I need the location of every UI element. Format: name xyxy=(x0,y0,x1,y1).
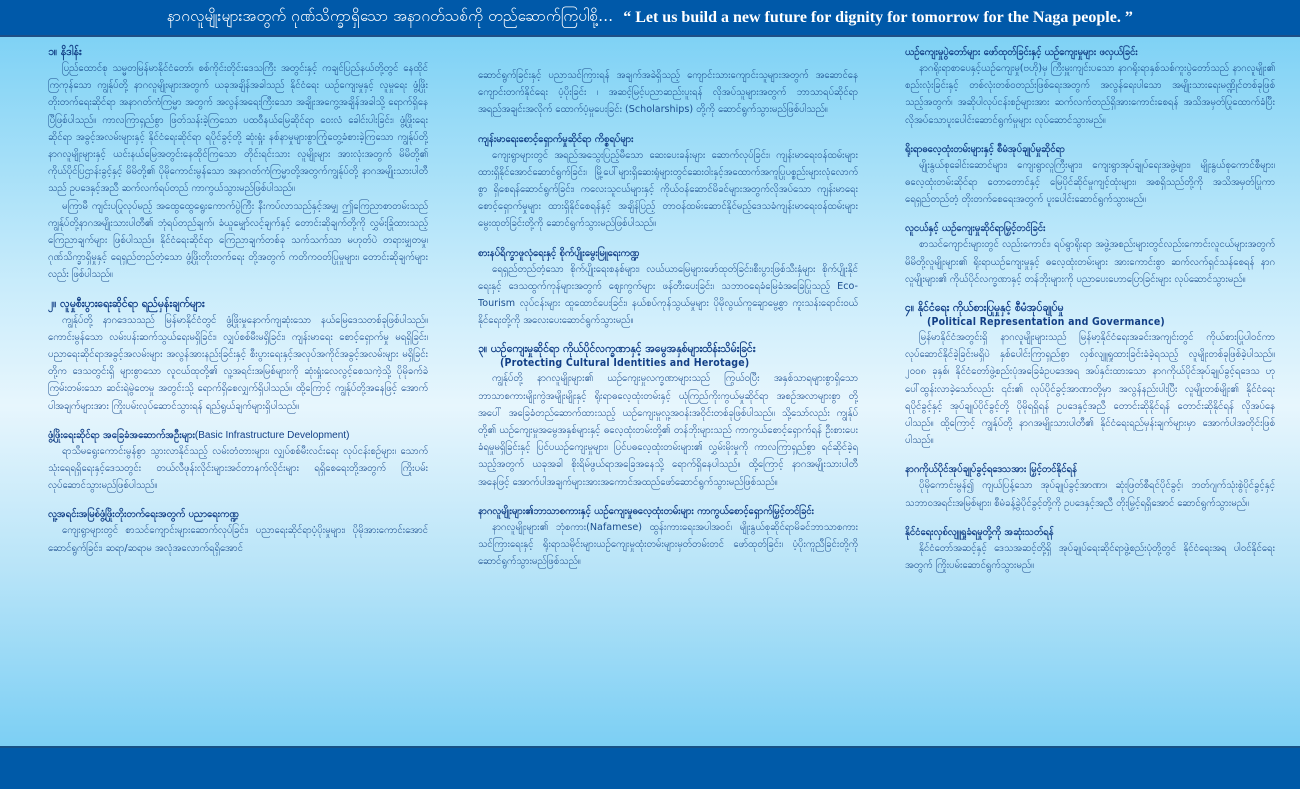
section-education xyxy=(48,507,428,556)
section-heading: ကျန်းမာရေးစောင့်ရှောက်မှုဆိုင်ရာ ကိစ္စရပ်များ xyxy=(478,133,634,145)
section-culture xyxy=(478,342,858,490)
paragraph: မျိုးနွယ်စုခေါင်းဆောင်များ၊ ကျေးရွာလူကြီးများ၊ ကျေးရွာအုပ်ချုပ်ရေးအဖွဲ့များ၊ မျိုးနွယ်စုကောင်စီများ၊ ဓလေ့ထုံးတမ်းဆိုင်ရာ တောတောင်နှင့် မြေပိုင်ဆိုင်မှုကျင့်ထုံးများ၊ အစရှိသည်တို့ကို အသိအမှတ်ပြုကာ ရေရှည်တည်တံ့ တိုးတက်စေရေးအတွက် ပူးပေါင်းဆောင်ရွက်သွားမည်။ xyxy=(905,159,1275,206)
section-heading: ၃။ ယဉ်ကျေးမှုဆိုင်ရာ ကိုယ်ပိုင်လက္ခဏာနှင့် အမွေအနှစ်များထိန်းသိမ်းခြင်း xyxy=(478,343,756,356)
section-festivals xyxy=(905,45,1275,129)
section-socio-economic xyxy=(48,297,428,415)
section-subheading-english: (Political Representation and Govermance) xyxy=(927,316,1165,329)
paragraph: နာဂလူမျိုးများ၏ ဘုံစကား(Nafamese) ထွန်းကားရေးအပါအဝင်၊ မျိုးနွယ်စုဆိုင်ရာမိခင်ဘာသာစကားသင်ကြားရေးနှင့် ရိုးရာသမိုင်းများယဉ်ကျေးမှုထုံးတမ်းများမှတ်တမ်းတင် ဖော်ထုတ်ခြင်း၊ ပံ့ပိုးကူညီခြင်းတို့ကို ဆောင်ရွက်သွားမည်ဖြစ်သည်။ xyxy=(478,521,858,568)
paragraph: ကျေးရွာများတွင် အရည်အသွေးပြည့်မီသော ဆေးပေးခန်းများ ဆောက်လုပ်ခြင်း၊ ကျန်းမာရေးဝန်ထမ်းများ ထားရှိနိုင်အောင်ဆောင်ရွက်ခြင်း၊ မြို့ပေါ်များရှိဆေးရုံများတွင်ဆေးဝါးနှင့်အထောက်အကူပြုပစ္စည်းများလုံလောက်စွာ ရှိစေရန်ဆောင်ရွက်ခြင်း၊ ကလေးသူငယ်များနှင့် ကိုယ်ဝန်ဆောင်မိခင်များအတွက်လိုအပ်သော ကျန်းမာရေး စောင့်ရှောက်မှုများ ထားရှိနိုင်စေရန်နှင့် အချိန်ပြည့် တာဝန်ထမ်းဆောင်နိုင်မည့်ဒေသခံကျန်းမာရေးဝန်ထမ်းများ မွေးထုတ်ခြင်းတို့ကို ဆောင်ရွက်သွားမည်ဖြစ်ပါသည်။ xyxy=(478,149,858,230)
heading-burmese: ဖွံ့ဖြိုးရေးဆိုင်ရာ အခြေခံအဆောက်အဦးများ xyxy=(48,429,195,441)
banner-burmese-slogan: နာဂလူမျိုးများအတွက် ဂုဏ်သိက္ခာရှိသော အနာဂတ်သစ်ကို တည်ဆောက်ကြပါစို့... xyxy=(167,6,614,25)
section-customary xyxy=(905,142,1275,209)
paragraph: ကျေးရွာများတွင် စာသင်ကျောင်းများဆောက်လုပ်ခြင်း၊ ပညာရေးဆိုင်ရာပံ့ပိုးမှုများ၊ ပိုမိုအားကောင်းအောင်ဆောင်ရွက်ခြင်း၊ ဆရာ/ဆရာမ အလုံအလောက်ရရှိအောင် xyxy=(48,525,428,554)
paragraph: ပြည်ထောင်စု သမ္မတမြန်မာနိုင်ငံတော်၊ စစ်ကိုင်းတိုင်းဒေသကြီး အတွင်းနှင့် ကချင်ပြည်နယ်တို့တွင် နေထိုင်ကြကုန်သော ကျွန်ုပ်တို့ နာဂလူမျိုးများအတွက် ယခုအချိန်အခါသည် နိုင်ငံရေး ယဉ်ကျေးမှုနှင့် လူမှုရေး ဖွံ့ဖြိုး တိုးတက်ရေးဆိုင်ရာ အနာဂတ်ကံကြမ္မာ အတွက် အလွန်အရေးကြီးသော အချိုးအကွေ့အချိန်အခါသို့ ရောက်ရှိနေပြီဖြစ်ပါသည်။ ကာလကြာရှည်စွာ ဖြတ်သန်းခဲ့ကြသော ပထဝီနယ်မြေဆိုင်ရာ ဝေးလံ ခေါင်းပါးခြင်း၊ ဖွံ့ဖြိုးရေး ဆိုင်ရာ အခွင့်အလမ်းများနှင့် နိုင်ငံရေးဆိုင်ရာ ရပိုင်ခွင့်တို့ ဆုံးရှုံး နစ်နာမှုများစွာကြုံတွေ့ခံစားခဲ့ကြသော ကျွန်ုပ်တို့ နာဂလူမျိုးများနှင့် ယင်းနယ်မြေအတွင်းနေထိုင်ကြသော တိုင်းရင်းသား လူမျိုးများ အားလုံးအတွက် မိမိတို့၏ ကိုယ်ပိုင်ပြဌာန်းခွင့်နှင့် မိမိတို့၏ ပိုမိုကောင်းမွန်သော အနာဂတ်ကံကြမ္မာတို့အတွက်ကျွန်ုပ်တို့ နာဂအမျိုးသားပါတီသည် ဥပဒေနှင့်အညီ ဆက်လက်ရပ်တည် ကာကွယ်သွားမည်ဖြစ်ပါသည်။ xyxy=(48,63,428,195)
section-political xyxy=(905,301,1275,449)
column-left xyxy=(48,37,428,746)
heading-english: (Basic Infrastructure Development) xyxy=(194,429,350,441)
section-heading: ၁။ နိဒါန်း xyxy=(48,46,82,58)
section-heading xyxy=(48,428,428,443)
bottom-banner xyxy=(0,746,1300,789)
section-heading: လူ့အရင်းအမြစ်ဖွံ့ဖြိုးတိုးတက်ရေးအတွက် ပညာရေးကဏ္ဍ xyxy=(48,509,239,521)
section-heading: ၄။ နိုင်ငံရေး ကိုယ်စားပြုမှုနှင့် စီမံအုပ်ချုပ်မှု xyxy=(905,302,1064,315)
banner-english-slogan: “ Let us build a new future for dignity for tomorrow for the Naga people. ” xyxy=(623,8,1133,26)
paragraph: ဆောင်ရွက်ခြင်းနှင့် ပညာသင်ကြားရန် အချက်အခဲရှိသည့် ကျောင်းသားကျောင်းသူများအတွက် အဆောင်နေကျောင်းတက်နိုင်ရေး ပံ့ပိုးခြင်း ၊ အဆင့်မြင့်ပညာဆည်းပူးရန် လိုအပ်သူများအတွက် ဘာသာရပ်ဆိုင်ရာ အရည်အချင်းအလိုက် ထောက်ပံ့မှုပေးခြင်း (Scholarships) တို့ကို ဆောင်ရွက်သွားမည်ဖြစ်ပါသည်။ xyxy=(478,70,858,116)
paragraph: ကျွန်ုပ်တို့ နာဂဒေသသည် မြန်မာနိုင်ငံတွင် ဖွံ့ဖြိုးမှုနောက်ကျဆုံးသော နယ်မြေဒေသတစ်ခုဖြစ်ပါသည်။ ကောင်းမွန်သော လမ်းပန်းဆက်သွယ်ရေးမရှိခြင်း၊ လျှပ်စစ်မီးမရှိခြင်း၊ ကျန်းမာရေး စောင့်ရှောက်မှု မရရှိခြင်း၊ ပညာရေးဆိုင်ရာအခွင့်အလမ်းများ အလွန်အားနည်းခြင်းနှင့် စီးပွားရေးနှင့်အလုပ်အကိုင်အခွင့်အလမ်းများ မရှိခြင်းတို့က ဒေသတွင်းရှိ များစွာသော လူငယ်ထုတို့၏ လူ့အရင်းအမြစ်များကို ဆုံးရှုံးလေလွင့်စေသကဲ့သို့ ပိုမိုခက်ခဲ ကြမ်းတမ်းသော ဆင်းရဲမွဲတေမှု အတွင်းသို့ ရောက်ရှိစေလျှက်ရှိပါသည်။ ထို့ကြောင့် ကျွန်ုပ်တို့အနေဖြင့် အောက်ပါအချက်များအား ကြိုးပမ်းလုပ်ဆောင်သွားရန် ရည်ရွယ်ချက်များရှိပါသည်။ xyxy=(48,314,428,412)
paragraph: ရာသီမရွေးကောင်းမွန်စွာ သွားလာနိုင်သည့် လမ်းတံတားများ၊ လျှပ်စစ်မီးလင်းရေး လုပ်ငန်းစဉ်များ၊ သောက်သုံးရေရရှိရေးနှင့်ဒေသတွင်း တယ်လီဖုန်းလိုင်းများအင်တာနက်လိုင်းများ ရရှိစေရေးတို့အတွက် ကြိုးပမ်း လုပ်ဆောင်သွားမည်ဖြစ်ပါသည်။ xyxy=(48,445,428,492)
column-middle xyxy=(478,37,858,746)
section-youth xyxy=(905,221,1275,288)
manifesto-panel xyxy=(0,37,1300,746)
section-heading: ၂။ လူမှုစီးပွားရေးဆိုင်ရာ ရည်မှန်းချက်များ xyxy=(48,297,205,310)
column-right xyxy=(905,37,1275,746)
section-heading: နာဂလူမျိုးများ၏ဘာသာစကားနှင့် ယဉ်ကျေးမှုဓလေ့ထုံးတမ်းများ ကာကွယ်စောင့်ရှောက်မြှင့်တင်ခြင်း xyxy=(478,505,814,517)
section-participation xyxy=(905,525,1275,574)
paragraph: မြန်မာနိုင်ငံအတွင်းရှိ နာဂလူမျိုးများသည် မြန်မာ့နိုင်ငံရေးအခင်းအကျင်းတွင် ကိုယ်စားပြုပါဝင်ကာ လုပ်ဆောင်နိုင်ခဲ့ခြင်းမရှိပဲ နှစ်ပေါင်းကြာရှည်စွာ လှစ်လျူရှုထားခြင်းခံခဲ့ရသည့် လူမျိုးတစ်ခုဖြစ်ခဲ့ပါသည်။ ၂၀၀၈ ခုနှစ်၊ နိုင်ငံတော်ဖွဲ့စည်းပုံအခြေခံဥပဒေအရ အပ်နှင်းထားသော နာဂကိုယ်ပိုင်အုပ်ချုပ်ခွင့်ရဒေသ ဟု ပေါ်ထွန်းလာခဲ့သော်လည်း ၎င်း၏ လုပ်ပိုင်ခွင့်အာဏာတို့မှာ အလွန်နည်းပါးပြီး လူမျိုးတစ်မျိုး၏ နိုင်ငံရေးရပိုင်ခွင့်နှင့် အုပ်ချုပ်ပိုင်ခွင့်တို့ ပိုမိုရရှိရန် ဥပဒေနှင့်အညီ တောင်းဆိုနိုင်ရန် တောင်းဆိုနိုင်ရန် လိုအပ်နေပါသည်။ ထို့ကြောင့် ကျွန်ုပ်တို့ နာဂအမျိုးသားပါတီ၏ နိုင်ငံရေးရည်မှန်းချက်များမှာ အောက်ပါအတိုင်းဖြစ်ပါသည်။ xyxy=(905,332,1275,447)
section-self-administration xyxy=(905,462,1275,511)
section-subheading-english: (Protecting Cultural Identities and Herotage) xyxy=(500,357,750,370)
section-education-continued xyxy=(478,67,858,119)
section-heading: နိုင်ငံရေးလှစ်လျူရှုခံရမှုတို့ကို အဆုံးသတ်ရန် xyxy=(905,526,1054,538)
section-infrastructure xyxy=(48,428,428,495)
paragraph: ပိုမိုကောင်းမွန်၍ ကျယ်ပြန့်သော အုပ်ချုပ်ခွင့်အာဏာ၊ ဆုံးဖြတ်စီရင်ပိုင်ခွင့်၊ ဘတ်ဂျက်သုံးစွဲပိုင်ခွင့်နှင့် သဘာဝအရင်းအမြစ်များ၊ စီမံခန့်ခွဲပိုင်ခွင့်တို့ကို ဥပဒေနှင့်အညီ တိုးမြှင့်ရရှိအောင် ဆောင်ရွက်သွားမည်။ xyxy=(905,480,1275,509)
paragraph: မကြာမီ ကျင်းပပြုလုပ်မည့် အထွေထွေရွေးကောက်ပွဲကြီး နီးကပ်လာသည်နှင့်အမျှ ဤကြေညာစာတမ်းသည် ကျွန်ုပ်တို့နာဂအမျိုးသားပါတီ၏ ဘုံရပ်တည်ချက်၊ ခံယူမျှော်လင့်ချက်နှင့် တောင်းဆိုချက်တို့ကို လွှမ်းခြုံထားသည့် ကြေညာချက်များ ဖြစ်ပါသည်။ နိုင်ငံရေးဆိုင်ရာ ကြေညာချက်တစ်ခု သက်သက်သာ မဟုတ်ပဲ တရားမျှတမှု၊ ဂုဏ်သိက္ခာရှိမှုနှင့် ရေရှည်တည်တံ့သော ဖွံ့ဖြိုးတိုးတက်ရေး တို့အတွက် ကတိကဝတ်ပြုမှုများ၊ တောင်းဆိုချက်များလည်း ဖြစ်ပါသည်။ xyxy=(48,200,428,281)
section-heading: ရိုးရာဓလေ့ထုံးတမ်းများနှင့် စီမံအုပ်ချုပ်မှုဆိုင်ရာ xyxy=(905,143,1065,155)
section-heading: နာဂကိုယ်ပိုင်အုပ်ချုပ်ခွင့်ရဒေသအား မြှင့်တင်နိုင်ရန် xyxy=(905,464,1077,476)
section-heading: စားနပ်ရိက္ခာဖူလုံရေးနှင့် စိုက်ပျိုးမွေးမြူရေးကဏ္ဍ xyxy=(478,247,640,259)
section-introduction xyxy=(48,45,428,284)
section-heading: လူငယ်နှင့် ယဉ်ကျေးမှုဆိုင်ရာမြှင့်တင်ခြင်း xyxy=(905,223,1046,235)
section-agriculture xyxy=(478,246,858,330)
paragraph: နိုင်ငံတော်အဆင့်နှင့် ဒေသအဆင့်တို့ရှိ အုပ်ချုပ်ရေးဆိုင်ရာဖွဲ့စည်းပုံတို့တွင် နိုင်ငံရေးအရ ပါဝင်နိုင်ရေးအတွက် ကြိုးပမ်းဆောင်ရွက်သွားမည်။ xyxy=(905,542,1275,572)
section-heading: ယဉ်ကျေးမှုပွဲတော်များ ဖော်ထုတ်ခြင်းနှင့် ယဉ်ကျေးမှုများ ဖလှယ်ခြင်း xyxy=(905,47,1138,58)
paragraph: နာဂရိုးရာစာပေနှင့်ယဉ်ကျေးမှု(ဗဟို)မှ ကြီးမှူးကျင်းပသော နာဂရိုးရာနှစ်သစ်ကူးပွဲတော်သည် နာဂလူမျိုး၏ စည်းလုံးခြင်းနှင့် တစ်လုံးတစ်ဝတည်းဖြစ်ရေးအတွက် အလွန်ရေးပါသော အမျိုးသားရေးမဏ္ဍိုင်တစ်ခုဖြစ်သည့်အတွက်၊ အဆိုပါလုပ်ငန်းစဉ်များအား ဆက်လက်တည်ရှိအားကောင်းစေရန် အသိအမှတ်ပြုထောက်ခံပြီးလိုအပ်သောပူးပေါင်းဆောင်ရွက်မှုများ လုပ်ဆောင်သွားမည်။ xyxy=(905,63,1275,126)
top-banner xyxy=(0,0,1300,37)
section-language xyxy=(478,504,858,571)
paragraph: စာသင်ကျောင်းများတွင် လည်းကောင်း၊ ရပ်ရွာရိုးရာ အဖွဲ့အစည်းများတွင်လည်းကောင်းလူငယ်များအတွက် မိမိတို့လူမျိုးများ၏ ရိုးရာယဉ်ကျေးမှုနှင့် ဓလေ့ထုံးတမ်းများ အားကောင်းစွာ ဆက်လက်ရှင်သန်စေရန် နာဂလူမျိုးများ၏ ကိုယ်ပိုင်လက္ခဏာနှင့် တန်ဘိုးများကို ပညာပေးဟောပြောခြင်းများ လုပ်ဆောင်သွားမည်။ xyxy=(905,239,1275,285)
paragraph: ကျွန်ုပ်တို့ နာဂလူမျိုးများ၏ ယဉ်ကျေးမှုလက္ခဏာများသည် ကြွယ်ဝပြီး အနှစ်သာရများစွာရှိသော ဘာသာစကားမျိုးကွဲအမျိုးမျိုးနှင့် ရိုးရာဓလေ့ထုံးတမ်းနှင့် ယုံကြည်ကိုးကွယ်မှုဆိုင်ရာ အစဉ်အလာများစွာ တို့အပေါ် အခြေခံတည်ဆောက်ထားသည့် ယဉ်ကျေးမှုလူ့အဝန်းအဝိုင်းတစ်ခုဖြစ်ပါသည်။ သို့သော်လည်း ကျွန်ုပ်တို့၏ ယဉ်ကျေးမှုအမွေအနှစ်များနှင့် ဓလေ့ထုံးတမ်းတို့၏ တန်ဘိုးများသည် ကာကွယ်စောင့်ရှောက်ရန် ဦးစားပေးခံရမှုမရှိခြင်းနှင့် ပြင်ပယဉ်ကျေးမှုများ၊ ပြင်ပဓလေ့ထုံးတမ်းများ၏ လွှမ်းမိုးမှုကို ကာလကြာရှည်စွာ ရင်ဆိုင်ခဲ့ရသည့်အတွက် ယခုအခါ စိုးရိမ်ဖွယ်ရာအခြေအနေသို့ ရောက်ရှိနေပါသည်။ ထို့ကြောင့် နာဂအမျိုးသားပါတီအနေဖြင့် အောက်ပါအချက်များအားအကောင်အထည်ဖော်ဆောင်ရွက်သွားမည်ဖြစ်သည်။ xyxy=(478,373,858,488)
section-health xyxy=(478,132,858,233)
paragraph: ရေရှည်တည်တံ့သော စိုက်ပျိုးရေးစနစ်များ၊ လယ်ယာမြေများဖော်ထုတ်ခြင်း၊စီးပွားဖြစ်သီးနှံများ စိုက်ပျိုးနိုင်ရေးနှင့် ဒေသထွက်ကုန်များအတွက် ဈေးကွက်များ ဖန်တီးပေးခြင်း၊ သဘာဝရေခံမြေခံအခြေပြုသည့် Eco-Tourism လုပ်ငန်းများ ထူထောင်ပေးခြင်း၊ နယ်စပ်ကုန်သွယ်မှုများ ပိုမိုလွယ်ကူချောမွေ့စွာ ကူးသန်းရောင်းဝယ်နိုင်ရေးတို့ကို အလေးပေးဆောင်ရွက်သွားမည်။ xyxy=(478,263,858,327)
